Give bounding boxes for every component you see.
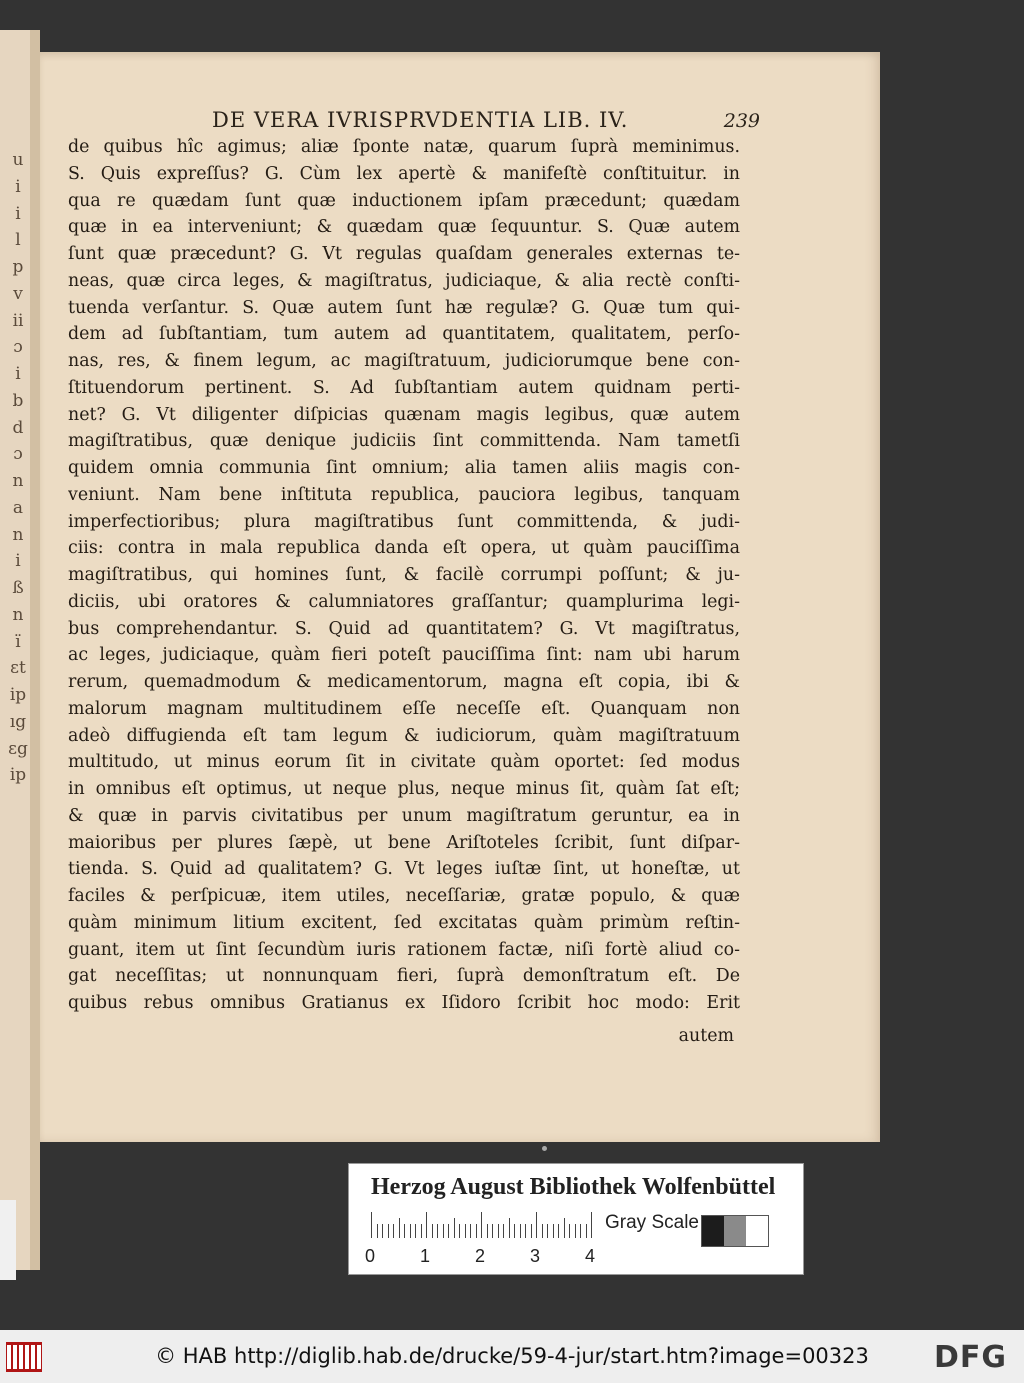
gray-swatch: [724, 1216, 746, 1246]
ruler-numbers: [365, 1246, 625, 1268]
previous-page-glyph: i: [15, 551, 21, 572]
text-line: tuenda verſantur. S. Quæ autem ſunt hæ regulæ? G. Quæ tum qui-: [68, 297, 740, 318]
text-line: ſtituendorum pertinent. S. Ad ſubſtantiam autem quidnam perti-: [68, 377, 740, 398]
ruler-tick: [388, 1224, 389, 1238]
text-line: net? G. Vt diligenter diſpicias quænam magis legibus, quæ autem: [68, 404, 740, 425]
ruler-tick: [481, 1212, 482, 1238]
ruler-tick: [382, 1224, 383, 1238]
text-line: magiſtratibus, qui homines ſunt, & facilè corrumpi poſſunt; & ju-: [68, 565, 740, 585]
previous-page-glyph: p: [12, 257, 24, 277]
ruler-tick: [410, 1224, 411, 1238]
ruler-number: 1: [420, 1246, 431, 1266]
library-name: Herzog August Bibliothek Wolfenbüttel: [371, 1174, 776, 1200]
page-number: 239: [723, 110, 760, 132]
ruler-number: 4: [585, 1246, 596, 1266]
previous-page-glyph: ɛg: [8, 738, 28, 759]
text-line: neas, quæ circa leges, & magiſtratus, judiciaque, & alia rectè conſti-: [68, 270, 740, 291]
ruler-tick: [536, 1212, 537, 1238]
ruler-tick: [514, 1224, 515, 1238]
ruler-tick: [415, 1224, 416, 1238]
ruler-tick: [426, 1212, 427, 1238]
previous-page-glyph: i: [15, 176, 21, 197]
text-line: guant, item ut ſint ſecundùm iuris rationem factæ, niſi fortè aliud co-: [68, 939, 740, 960]
previous-page-glyph: n: [12, 604, 24, 625]
previous-page-glyph: a: [12, 497, 24, 518]
ruler-tick: [564, 1218, 565, 1238]
ruler-tick: [437, 1224, 438, 1238]
ruler-strip-fragment: [0, 1200, 16, 1280]
ruler-tick: [498, 1224, 499, 1238]
ruler-tick: [520, 1224, 521, 1238]
previous-page-glyph: b: [12, 390, 24, 411]
ruler-tick: [465, 1224, 466, 1238]
gray-scale-label: Gray Scale: [605, 1212, 699, 1233]
ruler-tick: [476, 1224, 477, 1238]
ruler-tick: [553, 1224, 554, 1238]
text-line: ac leges, judiciaque, quàm fieri poteſt pauciſſima ſint: nam ubi harum: [68, 645, 740, 666]
ruler-tick: [492, 1224, 493, 1238]
text-line: faciles & perſpicuæ, item utiles, neceſſariæ, gratæ populo, & quæ: [68, 886, 740, 906]
ruler-tick: [393, 1224, 394, 1238]
ruler-tick: [547, 1224, 548, 1238]
ruler-tick: [525, 1224, 526, 1238]
dfg-logo: DFG: [934, 1340, 1008, 1375]
text-line: imperfectioribus; plura magiſtratibus ſunt committenda, & judi-: [68, 511, 740, 532]
ruler-tick: [448, 1224, 449, 1238]
gray-swatch: [746, 1216, 768, 1246]
previous-page-glyph: ɔ: [13, 337, 23, 358]
previous-page-glyph: n: [12, 471, 24, 491]
ruler-tick: [558, 1224, 559, 1238]
text-line: diciis, ubi oratores & calumniatores graſſantur; quamplurima legi-: [68, 591, 740, 612]
text-line: adeò diffugienda eſt tam legum & iudiciorum, quàm magiſtratuum: [68, 725, 740, 746]
ruler-tick: [542, 1224, 543, 1238]
ruler-tick: [580, 1224, 581, 1238]
previous-page-glyph: ï: [15, 631, 21, 652]
catchword: autem: [678, 1026, 734, 1046]
ruler-tick: [421, 1224, 422, 1238]
text-line: quidem omnia communia ſint omnium; alia tamen aliis magis con-: [68, 458, 740, 478]
text-line: tienda. S. Quid ad qualitatem? G. Vt leges iuſtæ ſint, ut honeſtæ, ut: [68, 859, 740, 880]
ruler-tick: [470, 1224, 471, 1238]
previous-page-glyph: ɛt: [10, 658, 26, 679]
previous-page-glyph: ß: [12, 578, 24, 598]
ruler-tick: [454, 1218, 455, 1238]
previous-page-glyph: u: [12, 150, 24, 170]
page-text: [68, 134, 740, 1017]
previous-page-glyph: d: [12, 417, 24, 438]
text-line: S. Quis expreſſus? G. Cùm lex apertè & manifeſtè conſtituitur. in: [68, 163, 740, 184]
text-line: rerum, quemadmodum & medicamentorum, magna eſt copia, ibi &: [68, 672, 740, 692]
previous-page-glyph: ɔ: [13, 444, 23, 465]
ruler-tick: [459, 1224, 460, 1238]
ruler-tick: [591, 1212, 592, 1238]
ruler-tick: [443, 1224, 444, 1238]
text-line: bus comprehendantur. S. Quid ad quantitatem? G. Vt magiſtratus,: [68, 618, 740, 639]
text-line: veniunt. Nam bene inſtituta republica, pauciora legibus, tanquam: [68, 484, 740, 505]
ruler-tick: [371, 1212, 372, 1238]
book-page: [40, 52, 880, 1142]
ruler-tick: [432, 1224, 433, 1238]
previous-page-glyph: v: [13, 283, 23, 304]
ruler-tick: [509, 1218, 510, 1238]
text-line: de quibus hîc agimus; aliæ ſponte natæ, quarum ſuprà meminimus.: [68, 137, 740, 157]
previous-page-glyph: ıg: [9, 711, 27, 732]
ruler-number: 2: [475, 1246, 486, 1266]
previous-page-glyph: l: [15, 230, 21, 251]
ruler-tick: [503, 1224, 504, 1238]
text-line: gat neceſſitas; ut nonnunquam fieri, ſuprà demonſtratum eſt. De: [68, 966, 740, 987]
ruler-tick: [575, 1224, 576, 1238]
previous-page-glyph: i: [15, 203, 21, 224]
ruler-tick: [399, 1218, 400, 1238]
color-scale-card: [348, 1163, 804, 1275]
running-head: DE VERA IVRISPRVDENTIA LIB. IV.: [212, 108, 629, 132]
previous-page-glyph: ip: [9, 685, 27, 705]
text-line: qua re quædam ſunt quæ inductionem ipſam præcedunt; quædam: [68, 190, 740, 211]
ruler-tick: [487, 1224, 488, 1238]
text-line: in omnibus eſt optimus, ut neque plus, neque minus ſit, quàm ſat eſt;: [68, 779, 740, 799]
text-line: magiſtratibus, quæ denique judiciis ſint committenda. Nam tametſi: [68, 431, 740, 452]
ruler-tick: [531, 1224, 532, 1238]
text-line: ciis: contra in mala republica danda eſt opera, ut quàm pauciſſima: [68, 538, 740, 559]
ruler-tick: [569, 1224, 570, 1238]
text-line: maioribus per plures ſæpè, ut bene Ariſtoteles ſcribit, ſunt diſpar-: [68, 832, 740, 853]
page-gutter: [30, 30, 40, 1270]
text-line: nas, res, & finem legum, ac magiſtratuum, judiciorumque bene con-: [68, 351, 740, 371]
gray-scale-swatches: [701, 1215, 769, 1247]
previous-page-glyph: ii: [12, 310, 24, 331]
ruler-tick: [377, 1224, 378, 1238]
text-line: quæ in ea interveniunt; & quædam quæ ſequuntur. S. Quæ autem: [68, 217, 740, 238]
text-line: quàm minimum litium excitent, ſed excitatas quàm primùm reſtin-: [68, 912, 740, 933]
ruler-tick: [404, 1224, 405, 1238]
footer-bar: [0, 1330, 1024, 1383]
scan-marker-dot: [542, 1146, 547, 1151]
previous-page-glyph: n: [12, 524, 24, 545]
ruler-tick: [586, 1224, 587, 1238]
text-line: quibus rebus omnibus Gratianus ex Iſidoro ſcribit hoc modo: Erit: [68, 993, 740, 1013]
copyright-url[interactable]: © HAB http://diglib.hab.de/drucke/59-4-jur/start.htm?image=00323: [155, 1344, 869, 1368]
ruler-ticks: [371, 1212, 596, 1238]
previous-page-glyph: i: [15, 364, 21, 384]
text-line: ſunt quæ præcedunt? G. Vt regulas quaſdam generales externas te-: [68, 244, 740, 264]
text-line: & quæ in parvis civitatibus per unum magiſtratum geruntur, ea in: [68, 805, 740, 826]
gray-swatch: [702, 1216, 724, 1246]
text-line: multitudo, ut minus eorum ſit in civitate quàm oportet: ſed modus: [68, 752, 740, 773]
text-line: dem ad ſubſtantiam, tum autem ad quantitatem, qualitatem, perſo-: [68, 324, 740, 345]
text-line: malorum magnam multitudinem eſſe neceſſe eſt. Quanquam non: [68, 698, 740, 719]
previous-page-glyph: ip: [9, 765, 27, 786]
ruler-number: 3: [530, 1246, 541, 1266]
ruler-number: 0: [365, 1246, 376, 1266]
